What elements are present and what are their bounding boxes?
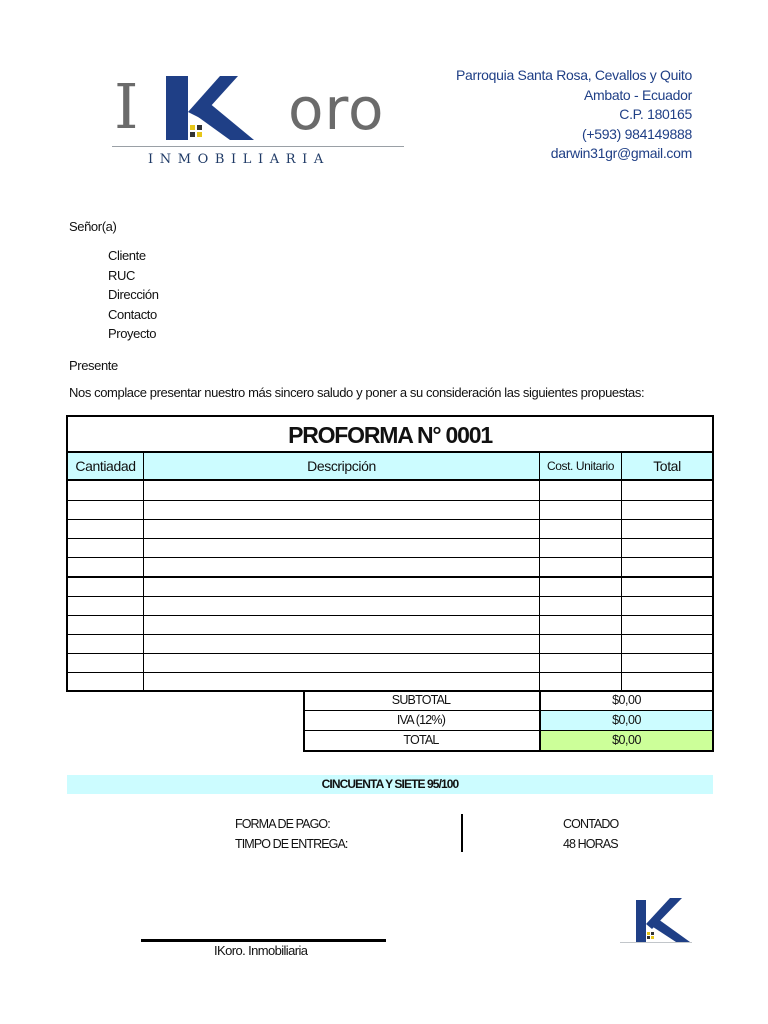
delivery-time-value: 48 HORAS — [563, 836, 618, 851]
proforma-title: PROFORMA N° 0001 — [68, 417, 712, 453]
totals-row-line — [303, 730, 714, 731]
table-row — [68, 557, 712, 558]
column-header-descripcion: Descripción — [307, 458, 376, 474]
intro-text: Nos complace presentar nuestro más sincero saludo y poner a su consideración las siguientes propuestas: — [69, 385, 645, 400]
logo-letter-i: I — [114, 70, 139, 143]
address-line: Parroquia Santa Rosa, Cevallos y Quito — [455, 67, 692, 83]
amount-in-words: CINCUENTA Y SIETE 95/100 — [67, 775, 713, 794]
presente-text: Presente — [69, 358, 118, 373]
column-header-total: Total — [653, 458, 681, 474]
subtotal-value: $0,00 — [612, 693, 641, 707]
payment-method-value: CONTADO — [563, 817, 619, 831]
delivery-time-label: TIMPO DE ENTREGA: — [235, 836, 348, 851]
signature-name: IKoro. Inmobiliaria — [214, 943, 308, 958]
subtotal-label: SUBTOTAL — [391, 693, 451, 707]
column-divider — [143, 453, 144, 690]
table-row — [68, 634, 712, 635]
proforma-table — [66, 415, 714, 692]
field-cliente: Cliente — [108, 248, 146, 263]
column-divider — [539, 453, 540, 690]
field-contacto: Contacto — [108, 306, 157, 322]
company-logo — [108, 62, 408, 170]
column-divider — [621, 453, 622, 690]
field-direccion: Dirección — [108, 287, 159, 303]
payment-values — [563, 815, 618, 854]
total-value: $0,00 — [612, 733, 641, 747]
payment-method-label: FORMA DE PAGO: — [235, 817, 330, 831]
logo-divider — [112, 146, 404, 147]
field-proyecto: Proyecto — [108, 326, 157, 342]
field-ruc: RUC — [108, 267, 135, 283]
salutation: Señor(a) — [69, 219, 117, 234]
signature-line — [141, 939, 386, 942]
table-row — [68, 615, 712, 616]
totals-row-line — [303, 710, 714, 711]
payment-divider — [461, 814, 463, 852]
table-row — [68, 538, 712, 539]
recipient-fields — [108, 246, 159, 344]
table-row — [68, 596, 712, 597]
total-label: TOTAL — [403, 733, 439, 747]
logo-subtitle: INMOBILIARIA — [148, 152, 330, 167]
column-header-cost-unitario: Cost. Unitario — [546, 459, 615, 473]
address-line: C.P. 180165 — [619, 106, 692, 123]
table-row — [68, 653, 712, 654]
totals-bottom-border — [303, 750, 714, 752]
table-header — [68, 453, 712, 481]
logo-letters-oro: oro — [288, 75, 385, 143]
table-row — [68, 576, 712, 578]
table-row — [68, 519, 712, 520]
table-row — [68, 672, 712, 673]
iva-value: $0,00 — [612, 713, 641, 727]
company-address — [456, 66, 692, 164]
small-logo-k-house-icon — [620, 896, 692, 944]
iva-label: IVA (12%) — [396, 713, 446, 727]
column-header-cantidad: Cantiadad — [75, 458, 136, 474]
table-row — [68, 500, 712, 501]
address-email: darwin31gr@gmail.com — [550, 145, 692, 162]
address-line: Ambato - Ecuador — [583, 86, 692, 103]
address-phone: (+593) 984149888 — [581, 125, 692, 142]
totals-block — [303, 691, 714, 752]
payment-labels — [235, 815, 348, 854]
